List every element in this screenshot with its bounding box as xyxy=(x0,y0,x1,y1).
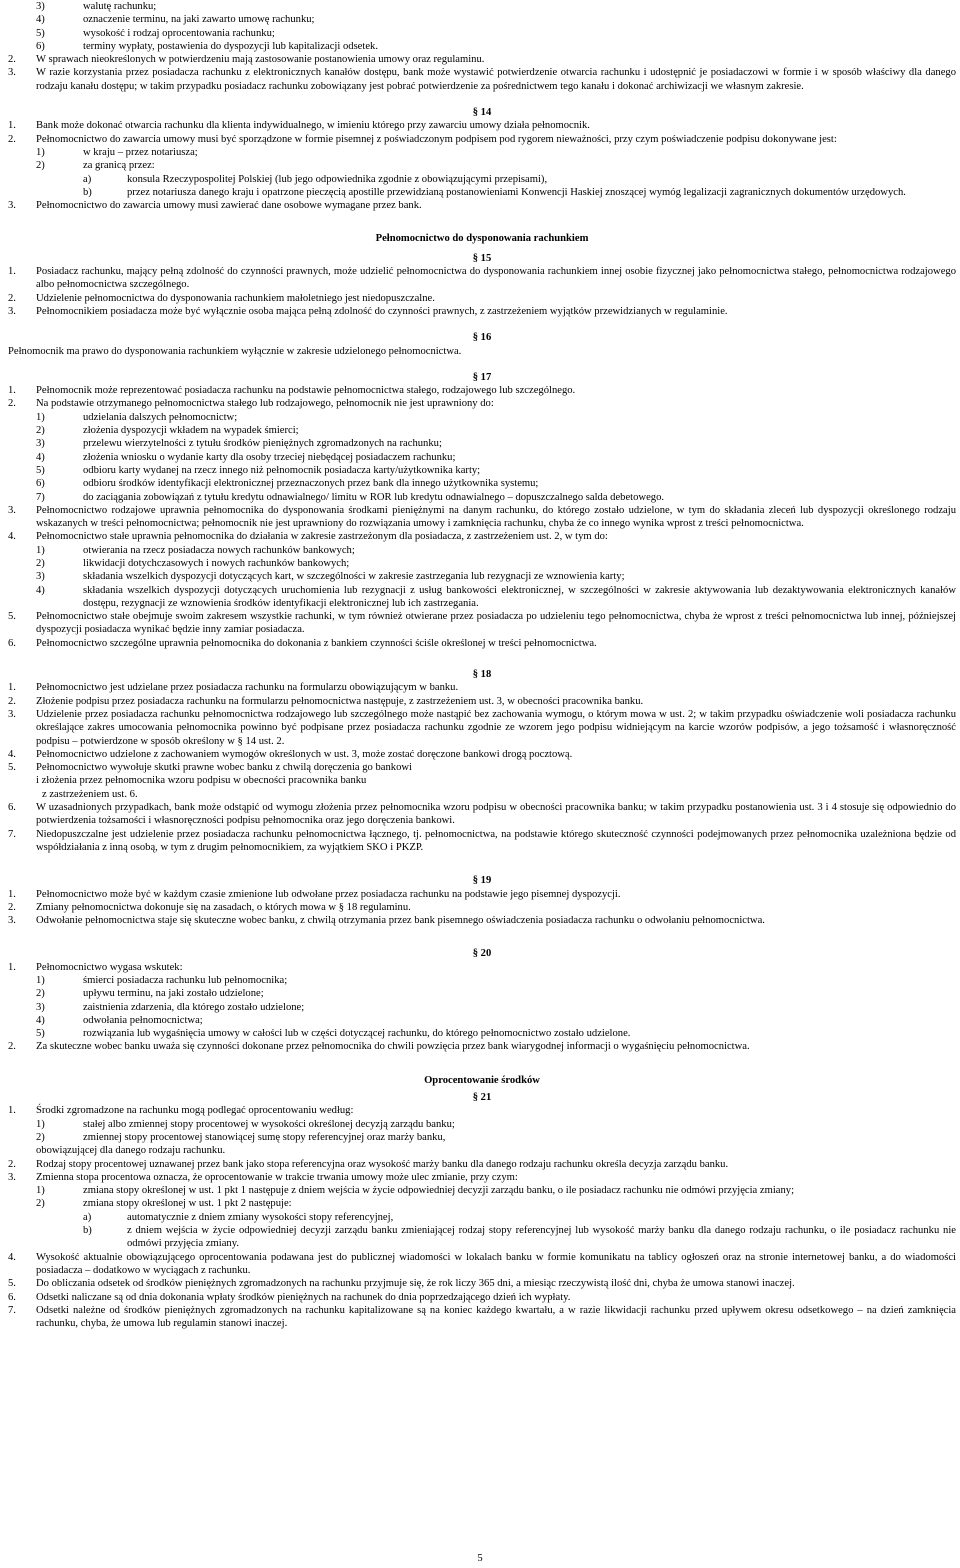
list-item: 3) walutę rachunku; xyxy=(36,1,157,12)
paragraph-point: 3. Odwołanie pełnomocnictwa staje się skuteczne wobec banku, z chwilą otrzymania przez bank pisemnego oświadczenia posiadacza rachunku o odwołaniu pełnomocnictwa. xyxy=(8,915,765,927)
list-item: 1) stałej albo zmiennej stopy procentowej w wysokości określonej decyzją zarządu banku; xyxy=(36,1118,455,1130)
paragraph-point: 1. Pełnomocnictwo może być w każdym czasie zmienione lub odwołane przez posiadacza rachunku na podstawie jego pisemnej dyspozycji. xyxy=(8,888,621,900)
list-item: 2) zmiana stopy określonej w ust. 1 pkt 2 następuje: xyxy=(36,1198,292,1210)
sub-list-item: b) z dniem wejścia w życie odpowiedniej decyzji zarządu banku zmieniającej rodzaj stopy referencyjnej lub wysokość marży banku dla danego rodzaju rachunku, o ile posiadacz rachunku nie odmówi przyjęcia zmiany. xyxy=(83,1225,956,1250)
paragraph-continuation: obowiązującej dla danego rodzaju rachunku. xyxy=(36,1145,226,1157)
list-item: 4) odwołania pełnomocnictwa; xyxy=(36,1014,203,1026)
list-item: 3) przelewu wierzytelności z tytułu środków pieniężnych zgromadzonych na rachunku; xyxy=(36,438,442,450)
list-item: 2) upływu terminu, na jaki zostało udzielone; xyxy=(36,988,264,1000)
paragraph-point: 5. Pełnomocnictwo stałe obejmuje swoim zakresem wszystkie rachunki, w tym również otwierane przez posiadacza po udzieleniu tego pełnomocnictwa, chyba że wprost z treści pełnomocnictwa lub innej, późniejszej dyspozycji posiadacza wynikać będzie inny zamiar posiadacza. xyxy=(8,611,956,636)
paragraph-point: 2. Na podstawie otrzymanego pełnomocnictwa stałego lub rodzajowego, pełnomocnik nie jest uprawniony do: xyxy=(8,398,494,410)
paragraph-point: 7. Niedopuszczalne jest udzielenie przez posiadacza rachunku pełnomocnictwa łącznego, tj. pełnomocnictwa, na podstawie którego skuteczność czynności podejmowanych przez pełnomocnika uzależniona będzie od współdziałania z inną osobą, w tym z drugim pełnomocnikiem, za wyjątkiem SKO i PKZP. xyxy=(8,828,956,853)
section-title: § 21 xyxy=(472,1092,492,1104)
list-item: 2) zmiennej stopy procentowej stanowiącej sumę stopy referencyjnej oraz marży banku, xyxy=(36,1131,446,1143)
section-title: § 17 xyxy=(472,371,492,383)
list-item: 3) składania wszelkich dyspozycji dotyczących kart, w szczególności w zakresie zastrzegania lub rezygnacji ze wznowienia karty; xyxy=(36,571,625,583)
sub-list-item: b) przez notariusza danego kraju i opatrzone pieczęcią apostille przewidzianą postanowieniami Konwencji Haskiej znoszącej wymóg legalizacji zagranicznych dokumentów urzędowych. xyxy=(83,186,906,198)
list-item: 3) zaistnienia zdarzenia, dla którego zostało udzielone; xyxy=(36,1001,305,1013)
paragraph-point: 1. Pełnomocnictwo wygasa wskutek: xyxy=(8,961,183,973)
sub-list-item: a) konsula Rzeczypospolitej Polskiej (lub jego odpowiednika zgodnie z obowiązującymi przepisami), xyxy=(83,173,548,185)
sub-list-item: a) automatycznie z dniem zmiany wysokości stopy referencyjnej, xyxy=(83,1211,394,1223)
paragraph-point: 4. Pełnomocnictwo stałe uprawnia pełnomocnika do działania w zakresie zastrzeżonym dla posiadacza, z zastrzeżeniem ust. 2, w tym do: xyxy=(8,531,608,543)
paragraph: Pełnomocnik ma prawo do dysponowania rachunkiem wyłącznie w zakresie udzielonego pełnomocnictwa. xyxy=(8,345,462,357)
list-item: 4) złożenia wniosku o wydanie karty dla osoby trzeciej niebędącej posiadaczem rachunku; xyxy=(36,451,456,463)
paragraph-point: 5. Do obliczania odsetek od środków pieniężnych zgromadzonych na rachunku przyjmuje się, że rok liczy 365 dni, a miesiąc rzeczywistą ilość dni, chyba że umowa stanowi inaczej. xyxy=(8,1278,795,1290)
paragraph-point: 2. W sprawach nieokreślonych w potwierdzeniu mają zastosowanie postanowienia umowy oraz regulaminu. xyxy=(8,54,485,66)
paragraph-point: 2. Zmiany pełnomocnictwa dokonuje się na zasadach, o których mowa w § 18 regulaminu. xyxy=(8,901,411,913)
document-page xyxy=(8,0,956,1330)
list-item: 5) odbioru karty wydanej na rzecz innego niż pełnomocnik posiadacza karty/użytkownika karty; xyxy=(36,464,481,476)
paragraph-point: 1. Pełnomocnictwo jest udzielane przez posiadacza rachunku na formularzu obowiązującym w banku. xyxy=(8,682,459,694)
list-item: 7) do zaciągania zobowiązań z tytułu kredytu odnawialnego/ limitu w ROR lub kredytu odnawialnego – dopuszczalnego salda debetowego. xyxy=(36,491,665,503)
section-title: § 19 xyxy=(472,875,492,887)
paragraph-continuation: z zastrzeżeniem ust. 6. xyxy=(42,788,138,800)
paragraph-point: 5. Pełnomocnictwo wywołuje skutki prawne wobec banku z chwilą doręczenia go bankowi xyxy=(8,762,412,774)
list-item: 2) za granicą przez: xyxy=(36,160,155,172)
list-item: 1) w kraju – przez notariusza; xyxy=(36,146,198,158)
paragraph-point: 2. Rodzaj stopy procentowej uznawanej przez bank jako stopa referencyjna oraz wysokość marży banku dla danego rodzaju rachunku określa decyzja zarządu banku. xyxy=(8,1158,729,1170)
paragraph-continuation: i złożenia przez pełnomocnika wzoru podpisu w obecności pracownika banku xyxy=(36,775,367,787)
chapter-heading: Oprocentowanie środków xyxy=(424,1074,540,1086)
list-item: 1) śmierci posiadacza rachunku lub pełnomocnika; xyxy=(36,975,288,986)
paragraph-point: 4. Pełnomocnictwo udzielone z zachowaniem wymogów określonych w ust. 3, może zostać doręczone bankowi drogą pocztową. xyxy=(8,748,573,760)
page-number: 5 xyxy=(477,1553,483,1564)
list-item: 4) oznaczenie terminu, na jaki zawarto umowę rachunku; xyxy=(36,14,315,26)
paragraph-point: 1. Pełnomocnik może reprezentować posiadacza rachunku na podstawie pełnomocnictwa stałego, rodzajowego lub szczególnego. xyxy=(8,385,576,397)
paragraph-point: 3. Pełnomocnictwo do zawarcia umowy musi zawierać dane osobowe wymagane przez bank. xyxy=(8,200,422,212)
list-item: 2) złożenia dyspozycji wkładem na wypadek śmierci; xyxy=(36,425,299,437)
section-title: § 18 xyxy=(472,669,492,681)
paragraph-point: 4. Wysokość aktualnie obowiązującego oprocentowania podawana jest do publicznej wiadomości w lokalach banku w formie komunikatu na tablicy ogłoszeń oraz na stronie internetowej banku, a do wiadomości posiadacza – dodatkowo w wyciągach z rachunku. xyxy=(8,1251,956,1276)
chapter-heading: Pełnomocnictwo do dysponowania rachunkiem xyxy=(375,233,589,245)
paragraph-point: 3. Pełnomocnictwo rodzajowe uprawnia pełnomocnika do dysponowania środkami pieniężnymi na danym rachunku, do którego zostało udzielone, w tym do składania zleceń lub dyspozycji określonego rodzaju wskazanych w treści pełnomocnictwa; pełnomocnik nie jest uprawniony do rozwiązania umowy i zamknięcia rachunku, chyba że co innego wynika wprost z treści pełnomocnictwa. xyxy=(8,504,956,530)
paragraph-point: 6. W uzasadnionych przypadkach, bank może odstąpić od wymogu złożenia przez pełnomocnika wzoru podpisu w obecności pracownika banku; w takim przypadku postanowienia ust. 3 i 4 stosuje się odpowiednio do potwierdzenia tożsamości i własnoręczności podpisu pełnomocnika oraz jego doręczenia bankowi. xyxy=(8,802,956,827)
section-title: § 20 xyxy=(472,948,492,960)
paragraph-point: 2. Złożenie podpisu przez posiadacza rachunku na formularzu pełnomocnictwa następuje, z zastrzeżeniem ust. 3, w obecności pracownika banku. xyxy=(8,695,644,707)
paragraph-point: 6. Pełnomocnictwo szczególne uprawnia pełnomocnika do dokonania z bankiem czynności ściśle określonej w treści pełnomocnictwa. xyxy=(8,637,597,649)
list-item: 6) odbioru środków identyfikacji elektronicznej przeznaczonych przez bank dla innego użytkownika systemu; xyxy=(36,478,539,490)
paragraph-point: 3. Zmienna stopa procentowa oznacza, że oprocentowanie w trakcie trwania umowy może ulec zmianie, przy czym: xyxy=(8,1171,518,1183)
paragraph-point: 1. Posiadacz rachunku, mający pełną zdolność do czynności prawnych, może udzielić pełnomocnictwa do dysponowania rachunkiem innej osobie fizycznej jako pełnomocnictwa stałego, pełnomocnictwa rodzajowego albo pełnomocnictwa szczególnego. xyxy=(8,266,956,291)
paragraph-point: 2. Udzielenie pełnomocnictwa do dysponowania rachunkiem małoletniego jest niedopuszczalne. xyxy=(8,292,435,304)
paragraph-point: 2. Pełnomocnictwo do zawarcia umowy musi być sporządzone w formie pisemnej z poświadczonym podpisem pod rygorem nieważności, przy czym poświadczenie podpisu dokonywane jest: xyxy=(8,133,837,145)
paragraph-point: 1. Bank może dokonać otwarcia rachunku dla klienta indywidualnego, w imieniu którego przy zawarciu umowy działa pełnomocnik. xyxy=(8,120,590,132)
paragraph-point: 6. Odsetki naliczane są od dnia dokonania wpłaty środków pieniężnych na rachunek do dnia poprzedzającego dzień ich wypłaty. xyxy=(8,1291,571,1303)
paragraph-point: 3. Pełnomocnikiem posiadacza może być wyłącznie osoba mająca pełną zdolność do czynności prawnych, z zastrzeżeniem wyjątków przewidzianych w regulaminie. xyxy=(8,305,728,317)
list-item: 1) udzielania dalszych pełnomocnictw; xyxy=(36,411,238,423)
list-item: 5) wysokość i rodzaj oprocentowania rachunku; xyxy=(36,27,275,39)
paragraph-point: 3. W razie korzystania przez posiadacza rachunku z elektronicznych kanałów dostępu, bank może wystawić potwierdzenie otwarcia rachunku i udostępnić je posiadaczowi w formie i w sposób właściwy dla danego rodzaju kanału dostępu; w takim przypadku posiadacz rachunku zobowiązany jest pobrać potwierdzenie za pośrednictwem tego kanału i dokonać archiwizacji we własnym zakresie. xyxy=(8,67,956,92)
section-title: § 14 xyxy=(472,107,492,119)
paragraph-point: 3. Udzielenie przez posiadacza rachunku pełnomocnictwa rodzajowego lub szczególnego może nastąpić bez zachowania wymogu, o którym mowa w ust. 2; w takim przypadku oświadczenie woli posiadacza rachunku określające zakres umocowania pełnomocnika powinno być podpisane przez posiadacza rachunku zgodnie ze wzorem jego podpisu widniejącym na karcie wzorów podpisów, a jego tożsamość i własnoręczność podpisu – potwierdzone w sposób określony w § 14 ust. 2. xyxy=(8,708,956,747)
list-item: 1) otwierania na rzecz posiadacza nowych rachunków bankowych; xyxy=(36,544,355,556)
section-title: § 16 xyxy=(472,332,492,344)
section-title: § 15 xyxy=(472,252,492,264)
list-item: 6) terminy wypłaty, postawienia do dyspozycji lub kapitalizacji odsetek. xyxy=(36,40,378,52)
paragraph-point: 1. Środki zgromadzone na rachunku mogą podlegać oprocentowaniu według: xyxy=(8,1105,354,1117)
paragraph-point: 7. Odsetki należne od środków pieniężnych zgromadzonych na rachunku kapitalizowane są na koniec każdego kwartału, a w razie likwidacji rachunku przed upływem okresu odsetkowego – na dzień zamknięcia rachunku, chyba, że umowa lub regulamin stanowi inaczej. xyxy=(8,1304,956,1330)
paragraph-point: 2. Za skuteczne wobec banku uważa się czynności dokonane przez pełnomocnika do chwili powzięcia przez bank wiarygodnej informacji o wygaśnięciu pełnomocnictwa. xyxy=(8,1041,750,1053)
list-item: 5) rozwiązania lub wygaśnięcia umowy w całości lub w części dotyczącej rachunku, do którego pełnomocnictwo zostało udzielone. xyxy=(36,1028,631,1040)
list-item: 4) składania wszelkich dyspozycji dotyczących uruchomienia lub rezygnacji z usług bankowości elektronicznej, w szczególności w zakresie aktywowania lub dezaktywowania elektronicznych kanałów dostępu, rezygnacji ze wznowienia środków identyfikacji elektronicznej lub ich zastrzegania. xyxy=(36,584,956,609)
list-item: 2) likwidacji dotychczasowych i nowych rachunków bankowych; xyxy=(36,557,350,569)
list-item: 1) zmiana stopy określonej w ust. 1 pkt 1 następuje z dniem wejścia w życie odpowiedniej decyzji zarządu banku, o ile posiadacz rachunku nie odmówi przyjęcia zmiany; xyxy=(36,1185,795,1197)
